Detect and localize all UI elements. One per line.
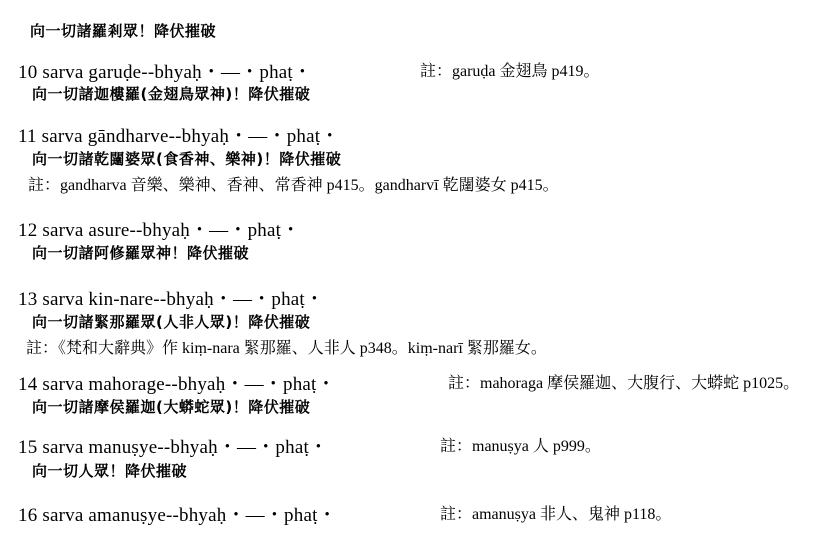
entry-14-inline-note: 註：mahoraga 摩侯羅迦、大腹行、大蟒蛇 p1025。 bbox=[448, 375, 800, 392]
entry-16-number: 16 bbox=[18, 505, 38, 526]
entry-14-number: 14 bbox=[18, 374, 38, 395]
entry-16-roman-text: sarva amanuṣye--bhyaḥ・—・phaṭ・ bbox=[42, 505, 337, 526]
entry-12-chinese: 向一切諸阿修羅眾神！降伏摧破 bbox=[32, 244, 250, 262]
entry-11-note: 註：gandharva 音樂、樂神、香神、常香神 p415。gandharvī 乾闥婆女 p415。 bbox=[28, 177, 559, 194]
entry-14-roman-text: sarva mahorage--bhyaḥ・—・phaṭ・ bbox=[42, 374, 336, 395]
entry-15-chinese: 向一切人眾！降伏摧破 bbox=[32, 462, 188, 480]
entry-13-number: 13 bbox=[18, 289, 38, 310]
entry-11-roman bbox=[18, 121, 339, 148]
entry-10-number: 10 bbox=[18, 62, 38, 83]
entry-10-roman-text: sarva garuḍe--bhyaḥ・—・phaṭ・ bbox=[42, 62, 313, 83]
entry-12-number: 12 bbox=[18, 220, 38, 241]
entry-12-roman-text: sarva asure--bhyaḥ・—・phaṭ・ bbox=[42, 220, 301, 241]
entry-11-number: 11 bbox=[18, 126, 37, 147]
entry-12-roman bbox=[18, 215, 300, 242]
entry-14-roman bbox=[18, 369, 336, 396]
entry-14-chinese: 向一切諸摩侯羅迦(大蟒蛇眾)！降伏摧破 bbox=[32, 398, 311, 416]
entry-10-chinese: 向一切諸迦樓羅(金翅鳥眾神)！降伏摧破 bbox=[32, 85, 311, 103]
entry-13-roman-text: sarva kin-nare--bhyaḥ・—・phaṭ・ bbox=[42, 289, 325, 310]
top-chinese-line: 向一切諸羅剎眾！降伏摧破 bbox=[30, 22, 217, 40]
entry-11-roman-text: sarva gāndharve--bhyaḥ・—・phaṭ・ bbox=[41, 126, 340, 147]
entry-13-chinese: 向一切諸緊那羅眾(人非人眾)！降伏摧破 bbox=[32, 313, 311, 331]
entry-15-roman-text: sarva manuṣye--bhyaḥ・—・phaṭ・ bbox=[42, 437, 329, 458]
entry-10-inline-note: 註：garuḍa 金翅鳥 p419。 bbox=[420, 63, 600, 80]
entry-13-note: 註：《梵和大辭典》作 kiṃ-nara 緊那羅、人非人 p348。kiṃ-narī 緊那羅女。 bbox=[26, 340, 547, 357]
entry-16-inline-note: 註：amanuṣya 非人、鬼神 p118。 bbox=[440, 506, 672, 523]
entry-13-roman bbox=[18, 284, 324, 311]
entry-16-roman bbox=[18, 500, 337, 527]
entry-11-chinese: 向一切諸乾闥婆眾(食香神、樂神)！降伏摧破 bbox=[32, 150, 342, 168]
entry-15-inline-note: 註：manuṣya 人 p999。 bbox=[440, 438, 601, 455]
entry-15-roman bbox=[18, 432, 328, 459]
entry-15-number: 15 bbox=[18, 437, 38, 458]
entry-10-roman bbox=[18, 57, 312, 84]
